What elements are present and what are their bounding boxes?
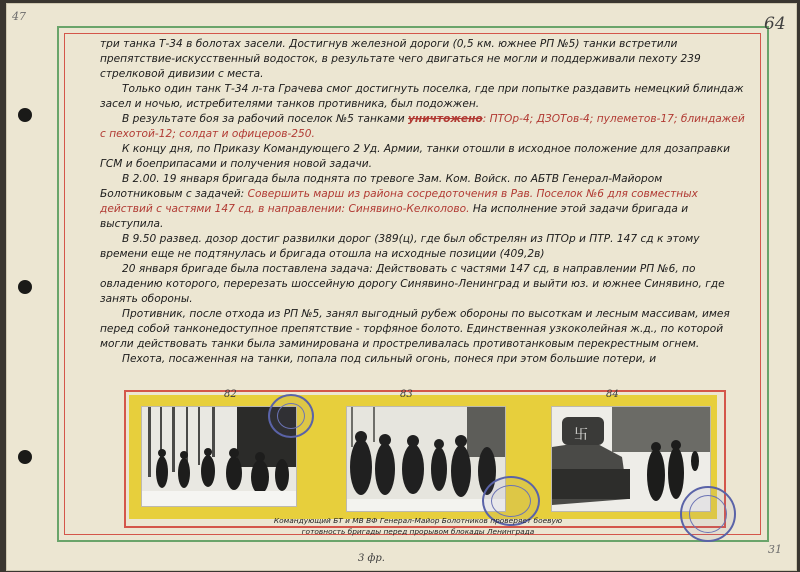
photo-caption: Командующий БТ и МВ ВФ Генерал-Майор Болотников проверяет боевую готовность бригады перед прорывом блокады Ленинграда [273, 516, 563, 536]
paragraph-3-losses: : ПТОр-4; ДЗОТов-4; пулеметов-17; блиндажей с пехотой-12; солдат и офицеров-250. [100, 113, 745, 140]
paragraph-8: Противник, после отхода из РП №5, занял выгодный рубеж обороны по высоткам и лесным массивам, имея перед собой танконедоступное препятствие - торфяное болото. Единственная узкоколейная ж.д., по которой могли действовать танки была заминирована и простреливалась противотанковым перекрестным огнем. [100, 308, 730, 350]
paragraph-3-struck-word: уничтожено [408, 113, 483, 125]
document-text [100, 37, 748, 367]
archive-stamp-3 [680, 486, 736, 542]
paragraph-5-end: На исполнение этой задачи бригада и выступила. [100, 203, 689, 230]
archive-stamp-1 [268, 394, 314, 438]
svg-text:卐: 卐 [574, 427, 588, 443]
paragraph-2: Только один танк Т-34 л-та Грачева смог достигнуть поселка, где при попытке раздавить немецкий блиндаж засел и ночью, истребителями танков противника, был подожжен. [100, 83, 744, 110]
paragraph-1: три танка Т-34 в болотах засели. Достигнув железной дороги (0,5 км. южнее РП №5) танки встретили препятствие-искусственный водосток, в результате чего двигаться не могли и поддерживали пехоту 239 стрелковой дивизии с места. [100, 38, 701, 80]
paragraph-9: Пехота, посаженная на танки, попала под сильный огонь, понеся при этом большие потери, и [122, 353, 657, 365]
photo-image-2 [347, 407, 505, 511]
paragraph-3 [100, 112, 748, 142]
binder-hole-3 [18, 450, 32, 464]
corner-number-bottom-right: 31 [768, 543, 782, 556]
binder-hole-2 [18, 280, 32, 294]
paragraph-5-task: Совершить марш из района сосредоточения в Рав. Поселок №6 для совместных действий с частями 147 сд, в направлении: Синявино-Келколово. [100, 188, 698, 215]
paragraph-5 [100, 172, 748, 232]
photo-under-mark: 3 фр. [358, 553, 385, 564]
paragraph-5-lead: В 2.00. 19 января бригада была поднята по тревоге Зам. Ком. Войск. по АБТВ Генерал-Майором Болотниковым с задачей: [100, 173, 663, 200]
page-number: 64 [764, 14, 786, 34]
photo-mark-1: 82 [224, 389, 237, 400]
paragraph-4: К концу дня, по Приказу Командующего 2 Уд. Армии, танки отошли в исходное положение для дозаправки ГСМ и боеприпасами и получения новой задачи. [100, 143, 730, 170]
binder-hole-1 [18, 108, 32, 122]
photo-mark-2: 83 [400, 389, 413, 400]
paragraph-7: 20 января бригаде была поставлена задача: Действовать с частями 147 сд, в направлении РП №6, по овладению которого, перерезать шоссейную дорогу Синявино-Ленинград и выйти юз. и южнее Синявино, где занять обороны. [100, 263, 725, 305]
paragraph-3-lead: В результате боя за рабочий поселок №5 танками [122, 113, 405, 125]
photo-mark-3: 84 [606, 389, 619, 400]
corner-number-top-left: 47 [12, 10, 26, 23]
paragraph-6: В 9.50 развед. дозор достиг развилки дорог (389(ц), где был обстрелян из ПТОр и ПТР. 147 сд к этому времени еще не подтянулась и бригада отошла на исходные позиции (409,2в) [100, 233, 700, 260]
